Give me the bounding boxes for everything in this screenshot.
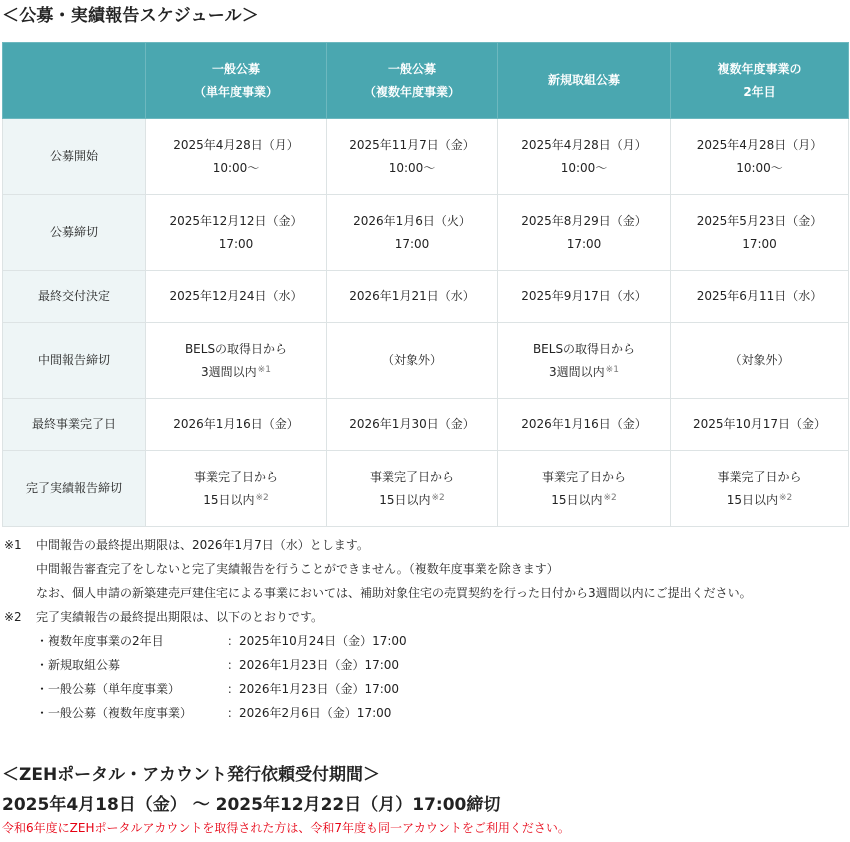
table-cell: BELSの取得日から 3週間以内$^{※1}$ [146,323,327,399]
table-cell: 2025年10月17日（金） [671,399,849,451]
deadline-label: ・新規取組公募 [36,658,121,672]
note-text: 中間報告審査完了をしないと完了実績報告を行うことができません。（複数年度事業を除きます） [36,562,559,576]
table-row [3,323,849,399]
table-cell: 2025年5月23日（金） 17:00 [671,195,849,271]
table-cell: 2026年1月16日（金） [498,399,671,451]
row-label: 最終事業完了日 [3,399,146,451]
schedule-title: ＜公募・実績報告スケジュール＞ [2,6,259,26]
footnote-mark: ※1 [605,364,619,375]
footnote-mark: ※2 [779,492,793,503]
table-cell: 2025年4月28日（月） 10:00～ [671,119,849,195]
table-row [3,399,849,451]
schedule-table [2,42,849,527]
table-cell: 2026年1月6日（火） 17:00 [327,195,498,271]
table-cell: 2025年8月29日（金） 17:00 [498,195,671,271]
table-cell: 2025年9月17日（水） [498,271,671,323]
table-cell: （対象外） [671,323,849,399]
table-cell: 2025年4月28日（月） 10:00～ [146,119,327,195]
footnote-mark: ※2 [603,492,617,503]
table-row [3,195,849,271]
table-row [3,451,849,527]
row-label: 公募締切 [3,195,146,271]
row-label: 中間報告締切 [3,323,146,399]
table-cell: （対象外） [327,323,498,399]
row-label: 最終交付決定 [3,271,146,323]
zeh-section-title: ＜ZEHポータル・アカウント発行依頼受付期間＞ [2,765,380,785]
note-mark: ※2 [4,610,22,624]
deadline-date: ：2026年1月23日（金）17:00 [227,682,400,696]
table-corner-cell [3,43,146,119]
deadline-date: ：2026年2月6日（金）17:00 [227,706,392,720]
footnote-mark: ※1 [257,364,271,375]
col-header: 複数年度事業の 2年目 [671,43,849,119]
deadline-date: ：2026年1月23日（金）17:00 [227,658,400,672]
col-header: 一般公募 （単年度事業） [146,43,327,119]
row-label: 公募開始 [3,119,146,195]
table-cell: 2025年12月24日（水） [146,271,327,323]
table-cell: 事業完了日から 15日以内$^{※2}$ [327,451,498,527]
table-header-row [3,43,849,119]
table-cell: 事業完了日から 15日以内$^{※2}$ [671,451,849,527]
zeh-acceptance-period: 2025年4月18日（金） ～ 2025年12月22日（月）17:00締切 [2,795,501,815]
table-cell: 事業完了日から 15日以内$^{※2}$ [146,451,327,527]
table-cell: 事業完了日から 15日以内$^{※2}$ [498,451,671,527]
col-header: 一般公募 （複数年度事業） [327,43,498,119]
table-cell: 2025年11月7日（金） 10:00～ [327,119,498,195]
table-row [3,119,849,195]
deadline-label: ・一般公募（単年度事業） [36,682,181,696]
table-cell: 2026年1月16日（金） [146,399,327,451]
col-header: 新規取組公募 [498,43,671,119]
table-cell: 2025年12月12日（金） 17:00 [146,195,327,271]
zeh-account-note: 令和6年度にZEHポータルアカウントを取得された方は、令和7年度も同一アカウントをご利用ください。 [2,821,570,835]
note-text: 完了実績報告の最終提出期限は、以下のとおりです。 [36,610,324,624]
deadline-date: ：2025年10月24日（金）17:00 [227,634,407,648]
table-cell: 2025年6月11日（水） [671,271,849,323]
table-cell: 2026年1月21日（水） [327,271,498,323]
note-mark: ※1 [4,538,22,552]
deadline-label: ・一般公募（複数年度事業） [36,706,193,720]
table-cell: 2025年4月28日（月） 10:00～ [498,119,671,195]
table-cell: 2026年1月30日（金） [327,399,498,451]
footnote-mark: ※2 [431,492,445,503]
row-label: 完了実績報告締切 [3,451,146,527]
note-text: 中間報告の最終提出期限は、2026年1月7日（水）とします。 [36,538,369,552]
footnote-mark: ※2 [255,492,269,503]
table-row [3,271,849,323]
note-text: なお、個人申請の新築建売戸建住宅による事業においては、補助対象住宅の売買契約を行った日付から3週間以内にご提出ください。 [36,586,752,600]
deadline-label: ・複数年度事業の2年目 [36,634,164,648]
table-cell: BELSの取得日から 3週間以内$^{※1}$ [498,323,671,399]
